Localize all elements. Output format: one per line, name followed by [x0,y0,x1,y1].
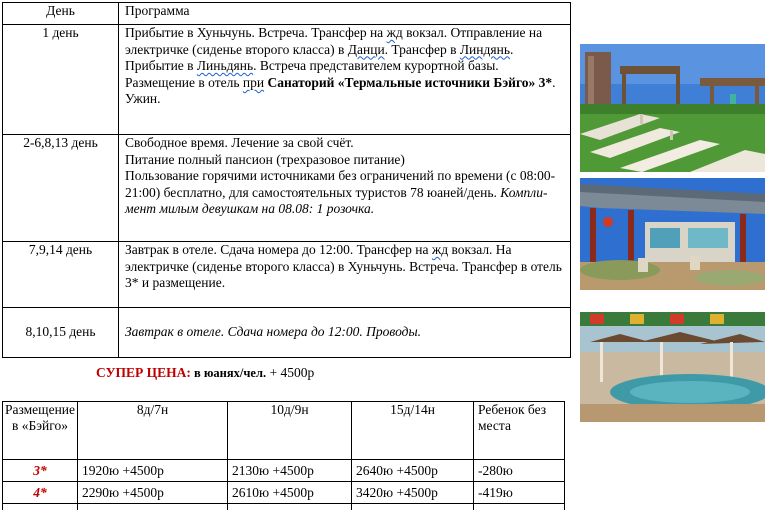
super-price-line [96,365,314,381]
indoor-hot-spring-pool-photo [580,312,765,422]
price-table [2,401,565,510]
program-cell: Прибытие в Хуньчунь. Встреча. Трансфер на жд вокзал. Отправление на электричке (сиденье второго класса) в Данци. Трансфер в Линдянь. Прибытие в Линьдянь. Встреча представителем курортной базы. Размещение в отель при Санаторий «Термальные источники Бэйго» 3*. Ужин. [119,25,571,135]
price-header-row [3,402,565,460]
price-cell: 1920ю +4500р [78,460,228,482]
program-column-header: Программа [119,3,571,25]
program-header-row [3,3,571,25]
day-cell: 1 день [3,25,119,135]
price-unit: в юанях/чел. [191,366,266,380]
price-cell: -419ю [474,482,565,504]
price-extra: + 4500р [266,365,314,380]
compliment-note: Комплимент милым девушкам на 08.08: 1 розочка. [125,185,547,217]
program-cell: Завтрак в отеле. Сдача номера до 12:00. Трансфер на жд вокзал. На электричке (сиденье второго класса) в Хуньчунь. Встреча. Трансфер в отель 3* и размещение. [119,242,571,308]
table-row [3,460,565,482]
price-cell: 2130ю +4500р [228,460,352,482]
child-header: Ребенок без места [474,402,565,460]
chinese-pavilion-photo [580,178,765,290]
super-price-label: СУПЕР ЦЕНА: [96,365,191,380]
table-row [3,504,565,510]
table-row [3,242,571,308]
day-column-header: День [3,3,119,25]
table-row [3,25,571,135]
resort-lawn-loungers-photo [580,44,765,172]
day-cell: 8,10,15 день [3,308,119,358]
table-row [3,482,565,504]
accommodation-header: Размещение в «Бэйго» [3,402,78,460]
day-cell: 7,9,14 день [3,242,119,308]
program-cell: Завтрак в отеле. Сдача номера до 12:00. Проводы. [119,308,571,358]
table-row [3,135,571,242]
price-cell: 2640ю +4500р [352,460,474,482]
program-cell: Свободное время. Лечение за свой счёт. Питание полный пансион (трехразовое питание) Пользование горячими источниками без ограничений по времени (с 08:00-21:00) бесплатно, для самостоятельных туристов 78 юаней/день. Комплимент милым девушкам на 08.08: 1 розочка. [119,135,571,242]
hotel-name: Санаторий «Термальные источники Бэйго» 3* [267,75,552,90]
table-row [3,308,571,358]
day-cell: 2-6,8,13 день [3,135,119,242]
category-cell: 4* [3,482,78,504]
program-table [2,2,571,358]
price-cell: -280ю [474,460,565,482]
price-cell: 2290ю +4500р [78,482,228,504]
price-cell: 3420ю +4500р [352,482,474,504]
price-cell: 2610ю +4500р [228,482,352,504]
category-cell: 3* [3,460,78,482]
duration-header: 8д/7н [78,402,228,460]
duration-header: 10д/9н [228,402,352,460]
duration-header: 15д/14н [352,402,474,460]
